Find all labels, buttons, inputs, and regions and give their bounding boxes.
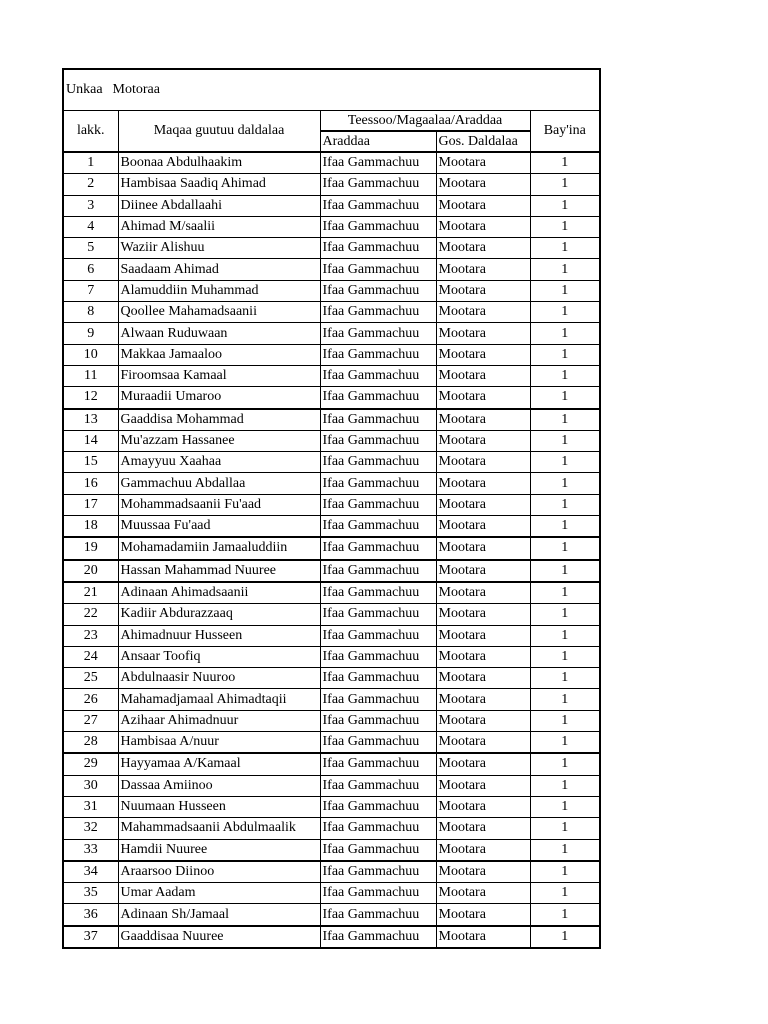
trade-type-cell: Mootara: [436, 365, 530, 386]
trade-type-cell: Mootara: [436, 625, 530, 646]
trader-name-cell: Qoollee Mahamadsaanii: [118, 302, 320, 323]
table-row: [63, 818, 600, 839]
trade-type-cell: Mootara: [436, 430, 530, 451]
row-number-cell: 10: [63, 344, 118, 365]
trader-name-cell: Gaaddisaa Nuuree: [118, 926, 320, 948]
count-cell: 1: [530, 775, 600, 796]
table-row: [63, 582, 600, 604]
table-row: [63, 238, 600, 259]
count-cell: 1: [530, 323, 600, 344]
count-cell: 1: [530, 195, 600, 216]
count-cell: 1: [530, 280, 600, 301]
header-no: lakk.: [63, 111, 118, 153]
row-number-cell: 7: [63, 280, 118, 301]
table-row: [63, 537, 600, 559]
table-row: [63, 174, 600, 195]
count-cell: 1: [530, 646, 600, 667]
trader-name-cell: Alamuddiin Muhammad: [118, 280, 320, 301]
table-row: [63, 323, 600, 344]
table-row: [63, 625, 600, 646]
table-row: [63, 604, 600, 625]
row-number-cell: 1: [63, 152, 118, 174]
area-cell: Ifaa Gammachuu: [320, 365, 436, 386]
header-area: Araddaa: [320, 131, 436, 152]
count-cell: 1: [530, 796, 600, 817]
count-cell: 1: [530, 560, 600, 582]
row-number-cell: 20: [63, 560, 118, 582]
row-number-cell: 3: [63, 195, 118, 216]
count-cell: 1: [530, 926, 600, 948]
trader-name-cell: Hassan Mahammad Nuuree: [118, 560, 320, 582]
table-row: [63, 839, 600, 861]
area-cell: Ifaa Gammachuu: [320, 582, 436, 604]
trade-type-cell: Mootara: [436, 839, 530, 861]
row-number-cell: 17: [63, 494, 118, 515]
trader-name-cell: Mohammadsaanii Fu'aad: [118, 494, 320, 515]
trade-type-cell: Mootara: [436, 409, 530, 431]
count-cell: 1: [530, 818, 600, 839]
area-cell: Ifaa Gammachuu: [320, 238, 436, 259]
row-number-cell: 32: [63, 818, 118, 839]
trader-name-cell: Mahammadsaanii Abdulmaalik: [118, 818, 320, 839]
row-number-cell: 2: [63, 174, 118, 195]
row-number-cell: 36: [63, 904, 118, 926]
row-number-cell: 11: [63, 365, 118, 386]
table-row: [63, 430, 600, 451]
area-cell: Ifaa Gammachuu: [320, 387, 436, 409]
area-cell: Ifaa Gammachuu: [320, 668, 436, 689]
area-cell: Ifaa Gammachuu: [320, 174, 436, 195]
trader-name-cell: Mahamadjamaal Ahimadtaqii: [118, 689, 320, 710]
table-row: [63, 216, 600, 237]
area-cell: Ifaa Gammachuu: [320, 646, 436, 667]
trader-name-cell: Nuumaan Husseen: [118, 796, 320, 817]
count-cell: 1: [530, 668, 600, 689]
header-row-top: [63, 111, 600, 132]
row-number-cell: 24: [63, 646, 118, 667]
area-cell: Ifaa Gammachuu: [320, 883, 436, 904]
table-row: [63, 775, 600, 796]
area-cell: Ifaa Gammachuu: [320, 430, 436, 451]
trade-type-cell: Mootara: [436, 174, 530, 195]
count-cell: 1: [530, 604, 600, 625]
row-number-cell: 15: [63, 452, 118, 473]
trade-type-cell: Mootara: [436, 473, 530, 494]
table-row: [63, 302, 600, 323]
trader-name-cell: Firoomsaa Kamaal: [118, 365, 320, 386]
trader-name-cell: Kadiir Abdurazzaaq: [118, 604, 320, 625]
trader-name-cell: Boonaa Abdulhaakim: [118, 152, 320, 174]
trade-type-cell: Mootara: [436, 818, 530, 839]
trader-name-cell: Hamdii Nuuree: [118, 839, 320, 861]
trade-type-cell: Mootara: [436, 344, 530, 365]
count-cell: 1: [530, 302, 600, 323]
trader-name-cell: Gammachuu Abdallaa: [118, 473, 320, 494]
row-number-cell: 26: [63, 689, 118, 710]
table-row: [63, 926, 600, 948]
table-row: [63, 494, 600, 515]
area-cell: Ifaa Gammachuu: [320, 839, 436, 861]
row-number-cell: 12: [63, 387, 118, 409]
trade-type-cell: Mootara: [436, 259, 530, 280]
count-cell: 1: [530, 409, 600, 431]
trader-name-cell: Hambisaa A/nuur: [118, 732, 320, 754]
area-cell: Ifaa Gammachuu: [320, 323, 436, 344]
row-number-cell: 13: [63, 409, 118, 431]
trader-name-cell: Ansaar Toofiq: [118, 646, 320, 667]
table-row: [63, 280, 600, 301]
count-cell: 1: [530, 452, 600, 473]
table-row: [63, 689, 600, 710]
table-row: [63, 452, 600, 473]
area-cell: Ifaa Gammachuu: [320, 710, 436, 731]
area-cell: Ifaa Gammachuu: [320, 195, 436, 216]
area-cell: Ifaa Gammachuu: [320, 216, 436, 237]
row-number-cell: 9: [63, 323, 118, 344]
row-number-cell: 34: [63, 861, 118, 883]
area-cell: Ifaa Gammachuu: [320, 861, 436, 883]
area-cell: Ifaa Gammachuu: [320, 152, 436, 174]
table-row: [63, 861, 600, 883]
count-cell: 1: [530, 259, 600, 280]
trade-type-cell: Mootara: [436, 537, 530, 559]
trader-name-cell: Araarsoo Diinoo: [118, 861, 320, 883]
count-cell: 1: [530, 710, 600, 731]
row-number-cell: 8: [63, 302, 118, 323]
row-number-cell: 33: [63, 839, 118, 861]
trade-type-cell: Mootara: [436, 238, 530, 259]
row-number-cell: 5: [63, 238, 118, 259]
trader-name-cell: Mohamadamiin Jamaaluddiin: [118, 537, 320, 559]
row-number-cell: 23: [63, 625, 118, 646]
area-cell: Ifaa Gammachuu: [320, 796, 436, 817]
area-cell: Ifaa Gammachuu: [320, 473, 436, 494]
trader-name-cell: Umar Aadam: [118, 883, 320, 904]
count-cell: 1: [530, 516, 600, 538]
count-cell: 1: [530, 732, 600, 754]
area-cell: Ifaa Gammachuu: [320, 818, 436, 839]
table-row: [63, 732, 600, 754]
trader-name-cell: Mu'azzam Hassanee: [118, 430, 320, 451]
trader-name-cell: Waziir Alishuu: [118, 238, 320, 259]
trade-type-cell: Mootara: [436, 387, 530, 409]
row-number-cell: 28: [63, 732, 118, 754]
trade-type-cell: Mootara: [436, 926, 530, 948]
area-cell: Ifaa Gammachuu: [320, 625, 436, 646]
table-row: [63, 409, 600, 431]
trade-type-cell: Mootara: [436, 732, 530, 754]
count-cell: 1: [530, 537, 600, 559]
table-row: [63, 344, 600, 365]
count-cell: 1: [530, 839, 600, 861]
row-number-cell: 4: [63, 216, 118, 237]
header-name: Maqaa guutuu daldalaa: [118, 111, 320, 153]
trader-name-cell: Makkaa Jamaaloo: [118, 344, 320, 365]
trader-name-cell: Muraadii Umaroo: [118, 387, 320, 409]
table-row: [63, 195, 600, 216]
row-number-cell: 37: [63, 926, 118, 948]
count-cell: 1: [530, 473, 600, 494]
trade-type-cell: Mootara: [436, 883, 530, 904]
table-row: [63, 516, 600, 538]
trade-type-cell: Mootara: [436, 710, 530, 731]
trader-name-cell: Saadaam Ahimad: [118, 259, 320, 280]
table-body: [63, 69, 600, 948]
trade-type-cell: Mootara: [436, 861, 530, 883]
count-cell: 1: [530, 152, 600, 174]
table-title-cell: [63, 69, 600, 111]
area-cell: Ifaa Gammachuu: [320, 280, 436, 301]
trader-name-cell: Hayyamaa A/Kamaal: [118, 753, 320, 775]
trade-type-cell: Mootara: [436, 302, 530, 323]
header-place: Gos. Daldalaa: [436, 131, 530, 152]
count-cell: 1: [530, 387, 600, 409]
table-row: [63, 668, 600, 689]
area-cell: Ifaa Gammachuu: [320, 604, 436, 625]
count-cell: 1: [530, 494, 600, 515]
trade-type-cell: Mootara: [436, 604, 530, 625]
area-cell: Ifaa Gammachuu: [320, 904, 436, 926]
row-number-cell: 30: [63, 775, 118, 796]
trader-name-cell: Dassaa Amiinoo: [118, 775, 320, 796]
area-cell: Ifaa Gammachuu: [320, 775, 436, 796]
row-number-cell: 29: [63, 753, 118, 775]
row-number-cell: 6: [63, 259, 118, 280]
trade-type-cell: Mootara: [436, 904, 530, 926]
row-number-cell: 27: [63, 710, 118, 731]
table-row: [63, 473, 600, 494]
trade-type-cell: Mootara: [436, 323, 530, 344]
table-row: [63, 560, 600, 582]
count-cell: 1: [530, 582, 600, 604]
count-cell: 1: [530, 365, 600, 386]
trade-type-cell: Mootara: [436, 560, 530, 582]
area-cell: Ifaa Gammachuu: [320, 259, 436, 280]
count-cell: 1: [530, 904, 600, 926]
trader-name-cell: Amayyuu Xaahaa: [118, 452, 320, 473]
table-row: [63, 259, 600, 280]
trade-type-cell: Mootara: [436, 216, 530, 237]
count-cell: 1: [530, 861, 600, 883]
trader-name-cell: Hambisaa Saadiq Ahimad: [118, 174, 320, 195]
trade-type-cell: Mootara: [436, 516, 530, 538]
area-cell: Ifaa Gammachuu: [320, 732, 436, 754]
area-cell: Ifaa Gammachuu: [320, 560, 436, 582]
count-cell: 1: [530, 430, 600, 451]
row-number-cell: 31: [63, 796, 118, 817]
trade-type-cell: Mootara: [436, 280, 530, 301]
table-row: [63, 796, 600, 817]
trade-type-cell: Mootara: [436, 152, 530, 174]
area-cell: Ifaa Gammachuu: [320, 302, 436, 323]
area-cell: Ifaa Gammachuu: [320, 516, 436, 538]
row-number-cell: 14: [63, 430, 118, 451]
table-row: [63, 646, 600, 667]
trade-type-cell: Mootara: [436, 452, 530, 473]
count-cell: 1: [530, 883, 600, 904]
header-address-group: Teessoo/Magaalaa/Araddaa: [320, 111, 530, 132]
trade-type-cell: Mootara: [436, 775, 530, 796]
area-cell: Ifaa Gammachuu: [320, 494, 436, 515]
table-row: [63, 365, 600, 386]
trader-name-cell: Adinaan Sh/Jamaal: [118, 904, 320, 926]
trader-name-cell: Muussaa Fu'aad: [118, 516, 320, 538]
trader-name-cell: Diinee Abdallaahi: [118, 195, 320, 216]
count-cell: 1: [530, 753, 600, 775]
area-cell: Ifaa Gammachuu: [320, 753, 436, 775]
trade-type-cell: Mootara: [436, 646, 530, 667]
trader-name-cell: Ahimadnuur Husseen: [118, 625, 320, 646]
count-cell: 1: [530, 625, 600, 646]
table-row: [63, 904, 600, 926]
count-cell: 1: [530, 216, 600, 237]
row-number-cell: 35: [63, 883, 118, 904]
title-row: [63, 69, 600, 111]
trade-type-cell: Mootara: [436, 689, 530, 710]
area-cell: Ifaa Gammachuu: [320, 689, 436, 710]
area-cell: Ifaa Gammachuu: [320, 344, 436, 365]
trader-name-cell: Alwaan Ruduwaan: [118, 323, 320, 344]
area-cell: Ifaa Gammachuu: [320, 409, 436, 431]
count-cell: 1: [530, 174, 600, 195]
trader-name-cell: Adinaan Ahimadsaanii: [118, 582, 320, 604]
table-row: [63, 152, 600, 174]
table-row: [63, 753, 600, 775]
vehicle-trader-table: [62, 68, 601, 949]
table-row: [63, 387, 600, 409]
trade-type-cell: Mootara: [436, 195, 530, 216]
count-cell: 1: [530, 689, 600, 710]
trade-type-cell: Mootara: [436, 753, 530, 775]
area-cell: Ifaa Gammachuu: [320, 452, 436, 473]
trader-name-cell: Abdulnaasir Nuuroo: [118, 668, 320, 689]
trade-type-cell: Mootara: [436, 582, 530, 604]
trade-type-cell: Mootara: [436, 796, 530, 817]
row-number-cell: 18: [63, 516, 118, 538]
row-number-cell: 19: [63, 537, 118, 559]
table-row: [63, 883, 600, 904]
row-number-cell: 21: [63, 582, 118, 604]
count-cell: 1: [530, 344, 600, 365]
title-unit-label: Unkaa: [66, 82, 103, 97]
row-number-cell: 22: [63, 604, 118, 625]
table-row: [63, 710, 600, 731]
header-count: Bay'ina: [530, 111, 600, 153]
count-cell: 1: [530, 238, 600, 259]
trader-name-cell: Gaaddisa Mohammad: [118, 409, 320, 431]
trade-type-cell: Mootara: [436, 668, 530, 689]
title-category-label: Motoraa: [112, 82, 160, 97]
trade-type-cell: Mootara: [436, 494, 530, 515]
row-number-cell: 25: [63, 668, 118, 689]
trader-name-cell: Ahimad M/saalii: [118, 216, 320, 237]
area-cell: Ifaa Gammachuu: [320, 926, 436, 948]
row-number-cell: 16: [63, 473, 118, 494]
area-cell: Ifaa Gammachuu: [320, 537, 436, 559]
trader-name-cell: Azihaar Ahimadnuur: [118, 710, 320, 731]
